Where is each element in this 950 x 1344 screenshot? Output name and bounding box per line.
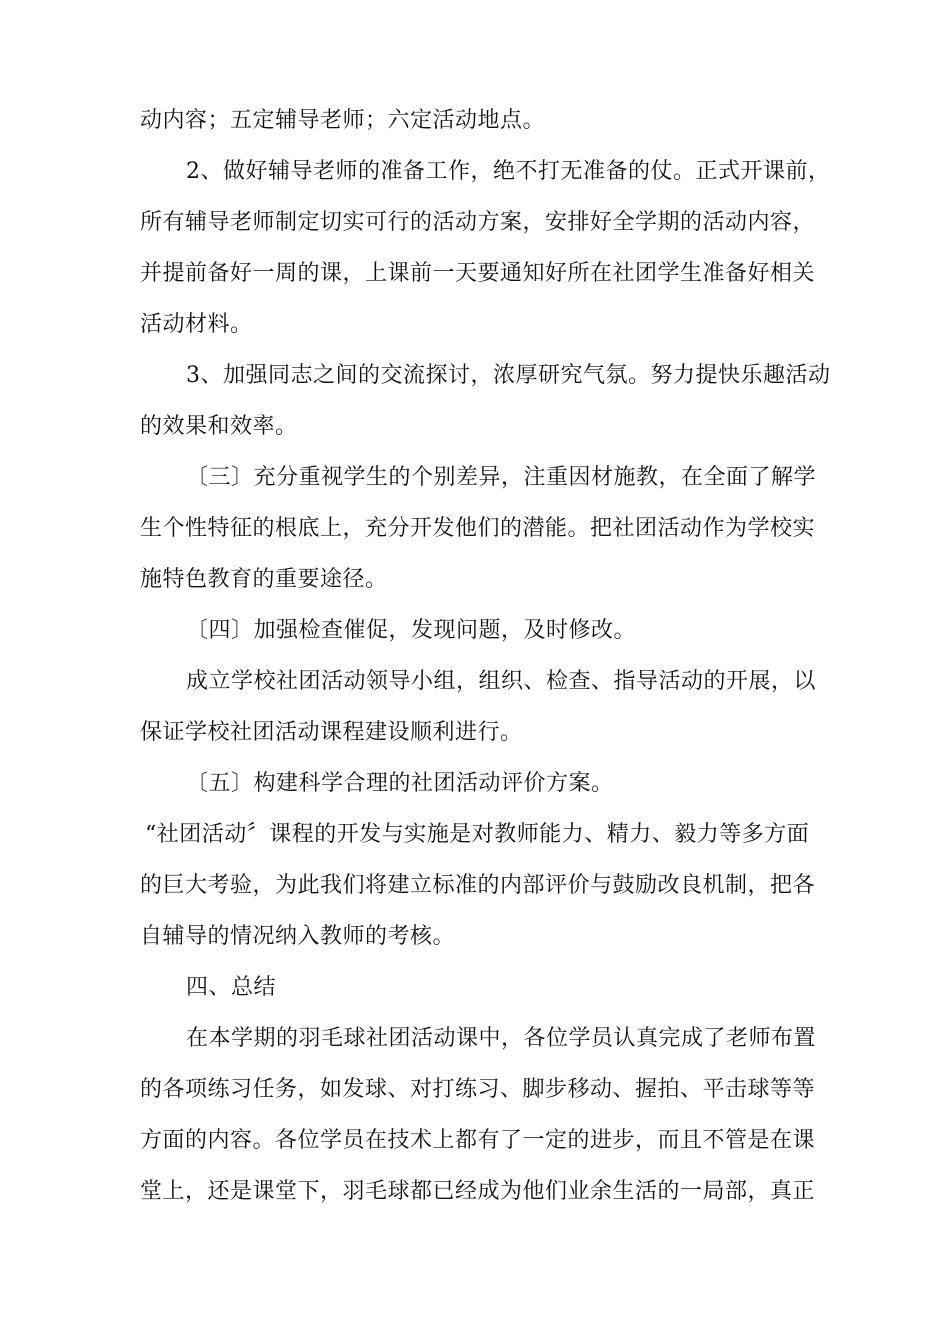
text-line: 〔四〕加强检查催促，发现问题，及时修改。	[186, 618, 637, 643]
text-line: 3、加强同志之间的交流探讨，浓厚研究气氛。努力提快乐趣活动	[186, 363, 831, 388]
text-line: 堂上，还是课堂下，羽毛球都已经成为他们业余生活的一局部，真正	[140, 1179, 816, 1204]
section-heading: 四、总结	[186, 975, 277, 1000]
text-line: 2、做好辅导老师的准备工作，绝不打无准备的仗。正式开课前，	[186, 159, 831, 184]
text-line: 保证学校社团活动课程建设顺利进行。	[140, 720, 523, 745]
text-line: 的效果和效率。	[140, 414, 298, 439]
text-line: 〔五〕构建科学合理的社团活动评价方案。	[186, 771, 614, 796]
text-line: 的巨大考验，为此我们将建立标准的内部评价与鼓励改良机制，把各	[140, 873, 816, 898]
text-line: 动内容；五定辅导老师；六定活动地点。	[140, 108, 546, 133]
text-line: 成立学校社团活动领导小组，组织、检查、指导活动的开展，以	[186, 669, 817, 694]
text-line: 的各项练习任务，如发球、对打练习、脚步移动、握拍、平击球等等	[140, 1077, 816, 1102]
text-line: 自辅导的情况纳入教师的考核。	[140, 924, 456, 949]
text-line: 所有辅导老师制定切实可行的活动方案，安排好全学期的活动内容，	[140, 210, 816, 235]
text-line: 方面的内容。各位学员在技术上都有了一定的进步，而且不管是在课	[140, 1128, 816, 1153]
text-line: “社团活动〞课程的开发与实施是对教师能力、精力、毅力等多方面	[145, 822, 810, 847]
text-line: 并提前备好一周的课，上课前一天要通知好所在社团学生准备好相关	[140, 261, 816, 286]
text-line: 在本学期的羽毛球社团活动课中，各位学员认真完成了老师布置	[186, 1026, 817, 1051]
text-line: 活动材料。	[140, 312, 253, 337]
text-line: 施特色教育的重要途径。	[140, 567, 388, 592]
text-line: 生个性特征的根底上，充分开发他们的潜能。把社团活动作为学校实	[140, 516, 816, 541]
text-line: 〔三〕充分重视学生的个别差异，注重因材施教，在全面了解学	[186, 465, 817, 490]
